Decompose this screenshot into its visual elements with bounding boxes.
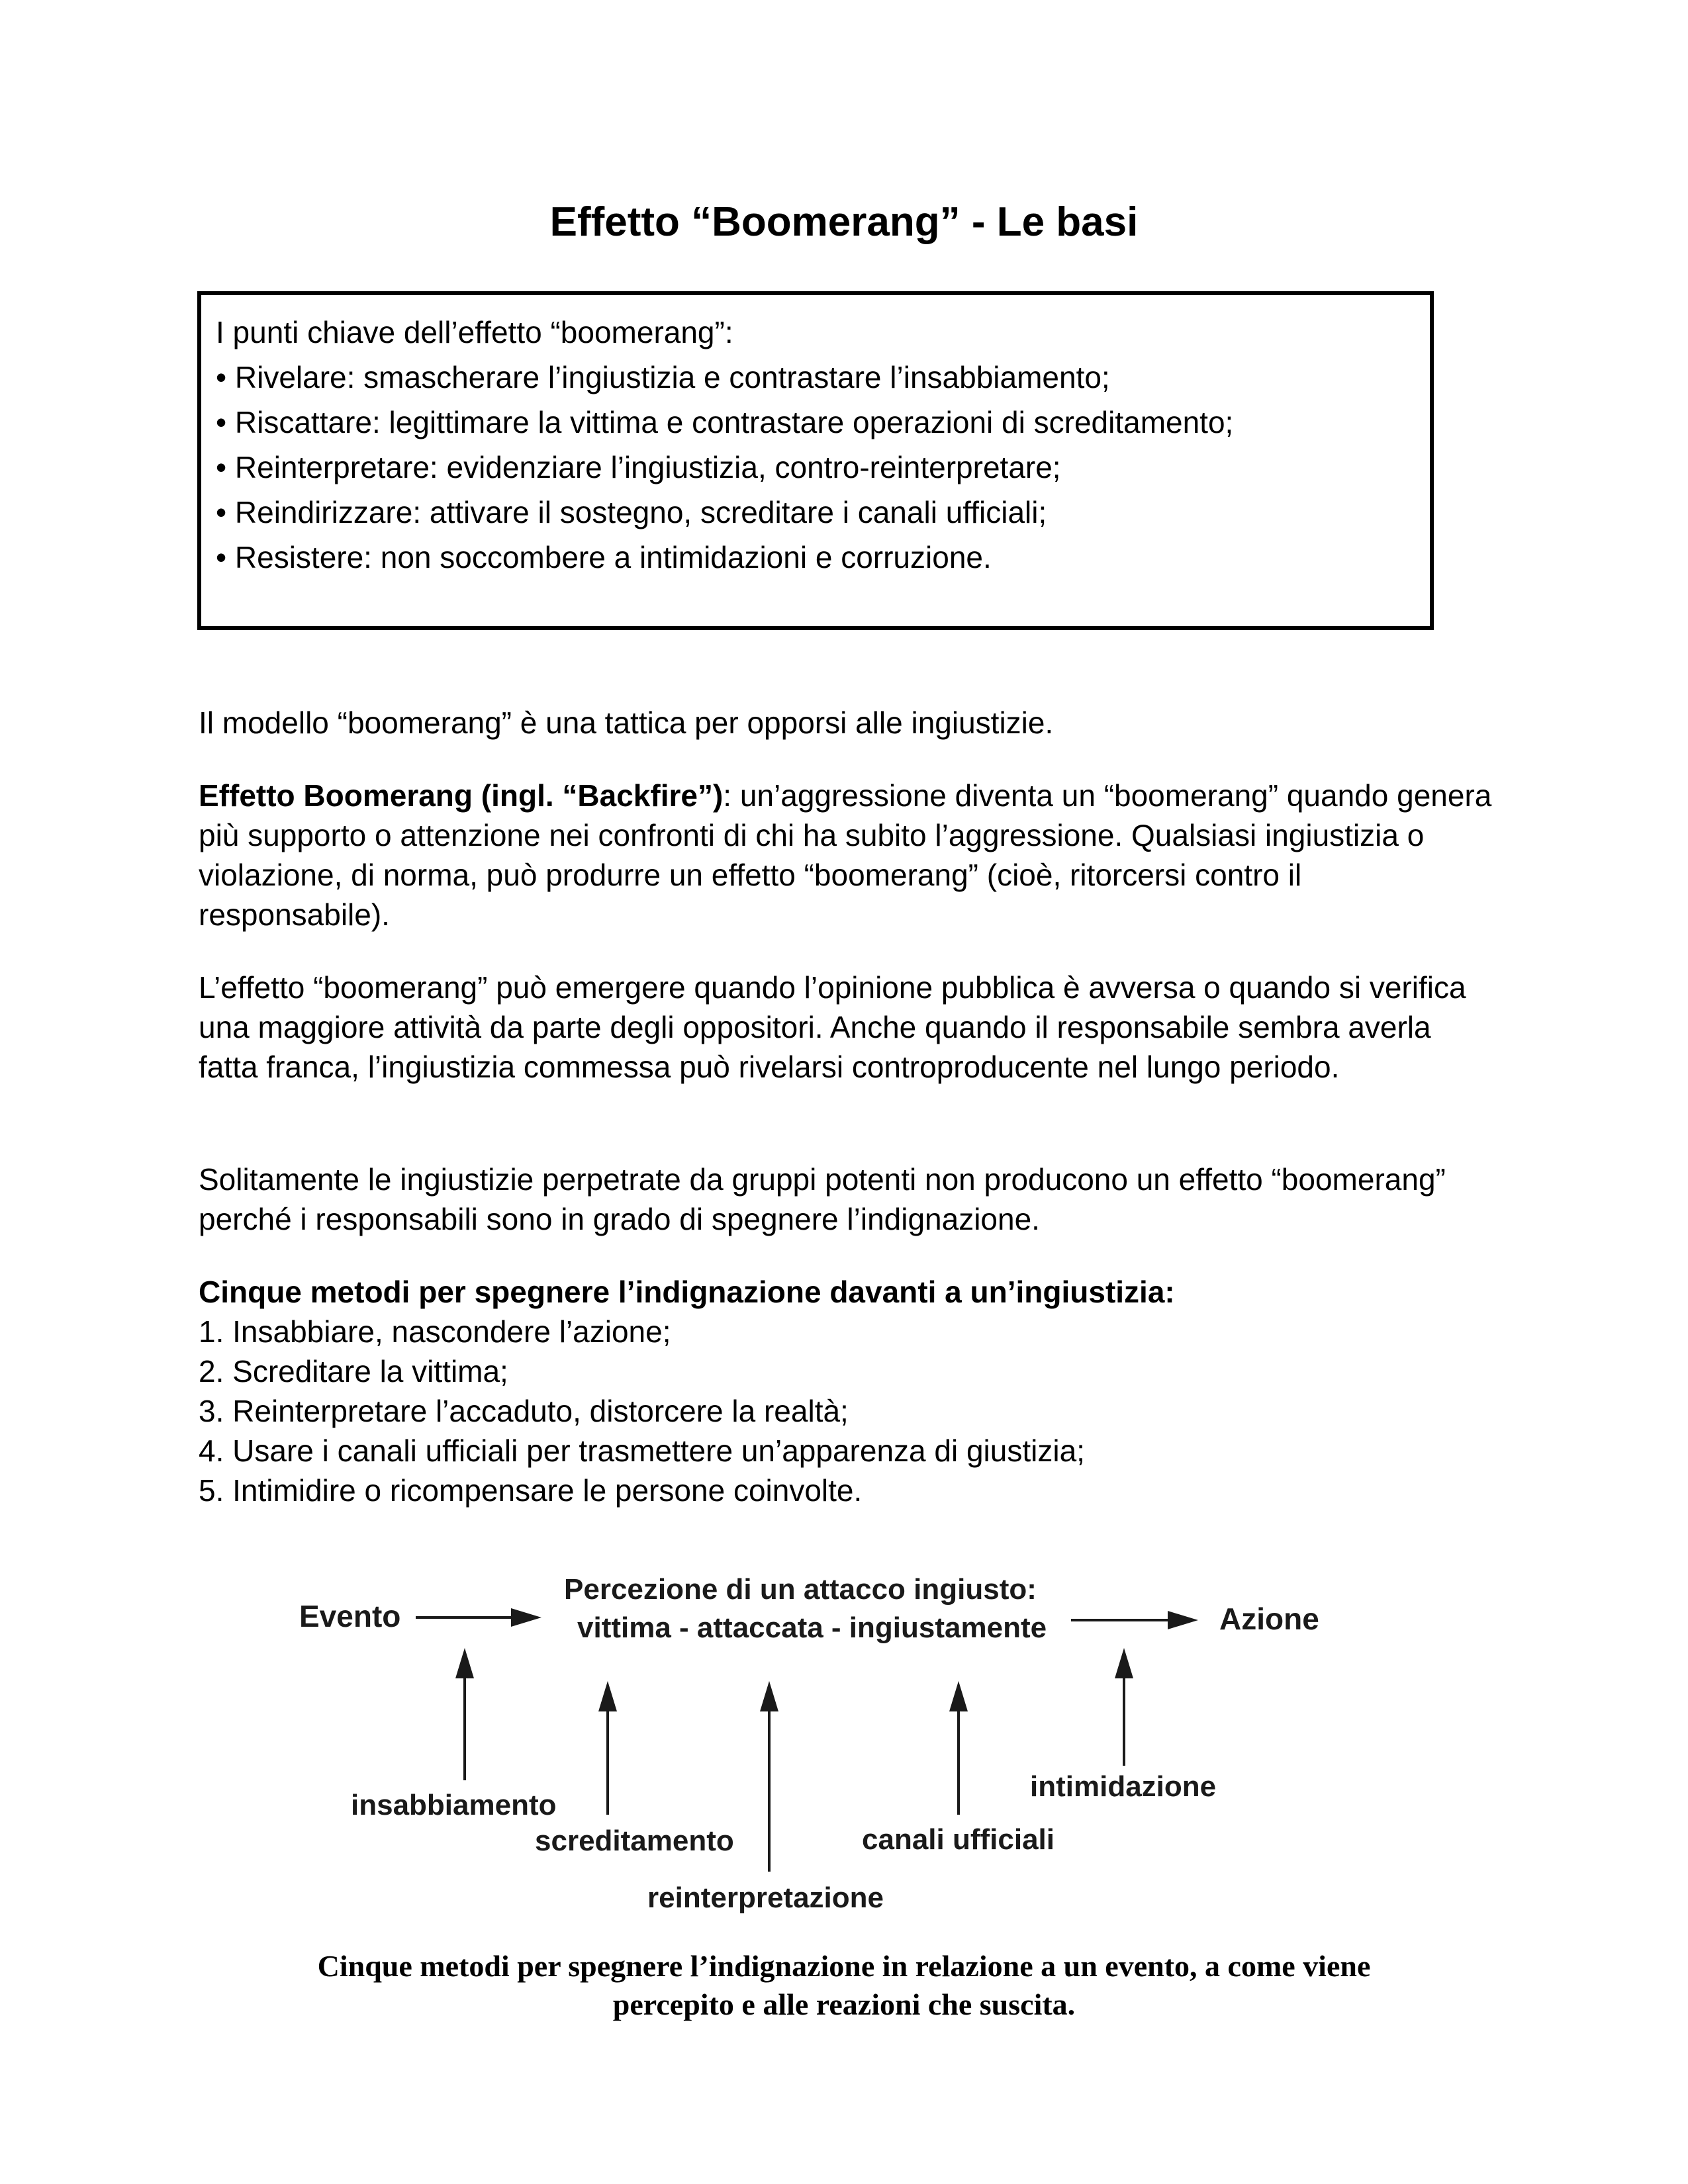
- diagram-reinterpretation-label: reinterpretazione: [647, 1882, 884, 1914]
- method-cover-up: 1. Insabbiare, nascondere l’azione;: [199, 1314, 671, 1349]
- methods-heading: Cinque metodi per spegnere l’indignazione davanti a un’ingiustizia:: [199, 1275, 1175, 1309]
- diagram-action-label: Azione: [1219, 1602, 1319, 1636]
- method-reinterpret: 3. Reinterpretare l’accaduto, distorcere la realtà;: [199, 1394, 849, 1428]
- key-point-redirect: • Reindirizzare: attivare il sostegno, screditare i canali ufficiali;: [216, 495, 1047, 529]
- definition-text: : un’aggressione diventa un “boomerang” quando genera più supporto o attenzione nei confronti di chi ha subito l’aggressione. Qualsiasi ingiustizia o violazione, di norma, può produrre un effetto “boomerang” (cioè, ritorcersi contro il responsabile).: [199, 778, 1492, 932]
- method-intimidate: 5. Intimidire o ricompensare le persone coinvolte.: [199, 1473, 863, 1508]
- caption-line-1: Cinque metodi per spegnere l’indignazione in relazione a un evento, a come viene: [317, 1949, 1371, 1983]
- key-point-reinterpret: • Reinterpretare: evidenziare l’ingiustizia, contro-reinterpretare;: [216, 450, 1061, 484]
- diagram-devaluation-label: screditamento: [535, 1825, 734, 1857]
- diagram-official-channels-label: canali ufficiali: [862, 1823, 1055, 1856]
- arrow-up-cover-up: [455, 1648, 474, 1780]
- methods-section: [199, 1272, 1496, 1510]
- caption-line-2: percepito e alle reazioni che suscita.: [612, 1987, 1076, 2021]
- diagram-event-label: Evento: [299, 1599, 401, 1633]
- diagram-perception-line2: vittima - attaccata - ingiustamente: [577, 1612, 1047, 1644]
- diagram-intimidation-label: intimidazione: [1030, 1770, 1217, 1803]
- arrow-event-to-perception: [416, 1608, 541, 1627]
- arrow-perception-to-action: [1071, 1611, 1198, 1629]
- definition-term: Effetto Boomerang (ingl. “Backfire”): [199, 778, 724, 813]
- definition-paragraph: [199, 776, 1496, 934]
- key-points-box: [197, 291, 1434, 630]
- paragraph-powerful-groups: Solitamente le ingiustizie perpetrate da gruppi potenti non producono un effetto “boomerang” perché i responsabili sono in grado di spegnere l’indignazione.: [199, 1162, 1446, 1236]
- method-official-channels: 4. Usare i canali ufficiali per trasmettere un’apparenza di giustizia;: [199, 1433, 1085, 1468]
- key-point-redeem: • Riscattare: legittimare la vittima e contrastare operazioni di screditamento;: [216, 405, 1234, 439]
- paragraph-public-opinion: L’effetto “boomerang” può emergere quando l’opinione pubblica è avversa o quando si verifica una maggiore attività da parte degli oppositori. Anche quando il responsabile sembra averla fatta franca, l’ingiustizia commessa può rivelarsi controproducente nel lungo periodo.: [199, 970, 1466, 1084]
- intro-paragraph: Il modello “boomerang” è una tattica per opporsi alle ingiustizie.: [199, 705, 1054, 740]
- methods-list: [199, 1312, 1496, 1510]
- diagram-perception-line1: Percezione di un attacco ingiusto:: [564, 1573, 1037, 1606]
- key-point-resist: • Resistere: non soccombere a intimidazioni e corruzione.: [216, 540, 992, 574]
- arrow-up-official-channels: [949, 1681, 968, 1815]
- page-title: Effetto “Boomerang” - Le basi: [549, 199, 1139, 245]
- key-points-heading: I punti chiave dell’effetto “boomerang”:: [216, 315, 733, 349]
- key-point-reveal: • Rivelare: smascherare l’ingiustizia e contrastare l’insabbiamento;: [216, 360, 1110, 394]
- method-devalue: 2. Screditare la vittima;: [199, 1354, 508, 1388]
- diagram-caption: [0, 1947, 1688, 2024]
- arrow-up-devaluation: [598, 1681, 617, 1815]
- arrow-up-reinterpretation: [760, 1681, 778, 1872]
- arrow-up-intimidation: [1115, 1648, 1133, 1766]
- diagram-cover-up-label: insabbiamento: [351, 1789, 557, 1821]
